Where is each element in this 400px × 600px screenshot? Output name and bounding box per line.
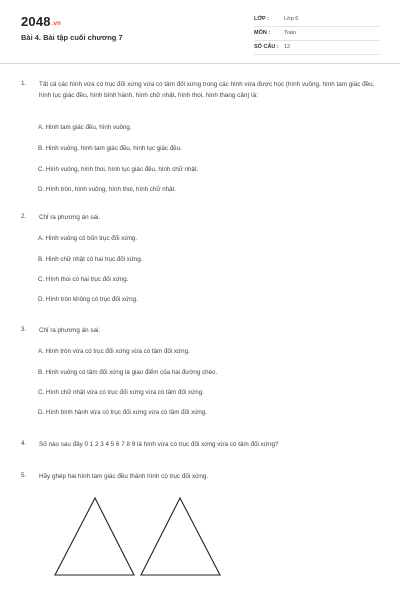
option-b[interactable]: B. Hình chữ nhật có hai trục đối xứng. — [38, 256, 143, 263]
option-b[interactable]: B. Hình vuông có tâm đối xứng là giao điểm của hai đường chéo. — [38, 369, 218, 376]
question-number: 1. — [21, 80, 27, 87]
option-b[interactable]: B. Hình vuông, hình tam giác đều, hình lục giác đều. — [38, 145, 182, 152]
question-number: 5. — [21, 472, 27, 479]
question-number: 4. — [21, 440, 27, 447]
option-a[interactable]: A. Hình tam giác đều, hình vuông. — [38, 124, 132, 131]
option-c[interactable]: C. Hình chữ nhật vừa có trục đối xứng vừa có tâm đối xứng. — [38, 389, 204, 396]
option-c[interactable]: C. Hình thoi có hai trục đối xứng. — [38, 276, 129, 283]
meta-count-value: 12 — [284, 44, 291, 50]
lesson-title: Bài 4. Bài tập cuối chương 7 — [21, 33, 123, 42]
question-text: Số nào sau đây 0 1 2 3 4 5 6 7 8 9 là hình vừa có trục đối xứng vừa có tâm đối xứng? — [39, 441, 279, 448]
meta-class-label: LỚP : — [254, 16, 269, 22]
question-text: Chỉ ra phương án sai. — [39, 327, 101, 334]
meta-count-label: SỐ CÂU : — [254, 44, 279, 50]
option-d[interactable]: D. Hình tròn không có trục đối xứng. — [38, 296, 138, 303]
logo-suffix: .vn — [51, 21, 62, 27]
option-a[interactable]: A. Hình tròn vừa có trục đối xứng vừa có tâm đối xứng. — [38, 348, 190, 355]
meta-subject-value: Toán — [284, 30, 296, 36]
left-triangle — [55, 498, 134, 575]
question-number: 2. — [21, 213, 27, 220]
option-d[interactable]: D. Hình bình hành vừa có trục đối xứng vừa có tâm đối xứng. — [38, 409, 207, 416]
meta-subject-label: MÔN : — [254, 30, 271, 36]
question-text: Hãy ghép hai hình tam giác đều thành hình có trục đối xứng. — [39, 473, 209, 480]
question-text: Tất cả các hình vừa có trục đối xứng vừa có tâm đối xứng trong các hình vừa được học (hình vuông, hình tam giác đều, hình lục giác đều, hình bình hành, hình chữ nhật, hình thoi, hình thang cân) là: — [39, 81, 375, 99]
question-text: Chỉ ra phương án sai. — [39, 214, 101, 221]
option-d[interactable]: D. Hình tròn, hình vuông, hình thoi, hình chữ nhật. — [38, 186, 176, 193]
option-c[interactable]: C. Hình vuông, hình thoi, hình lục giác đều, hình chữ nhật. — [38, 166, 199, 173]
meta-class-value: Lớp 6 — [284, 16, 299, 22]
question-number: 3. — [21, 326, 27, 333]
option-a[interactable]: A. Hình vuông có bốn trục đối xứng. — [38, 235, 138, 242]
logo-text: 2048 — [21, 14, 51, 29]
right-triangle — [141, 498, 220, 575]
